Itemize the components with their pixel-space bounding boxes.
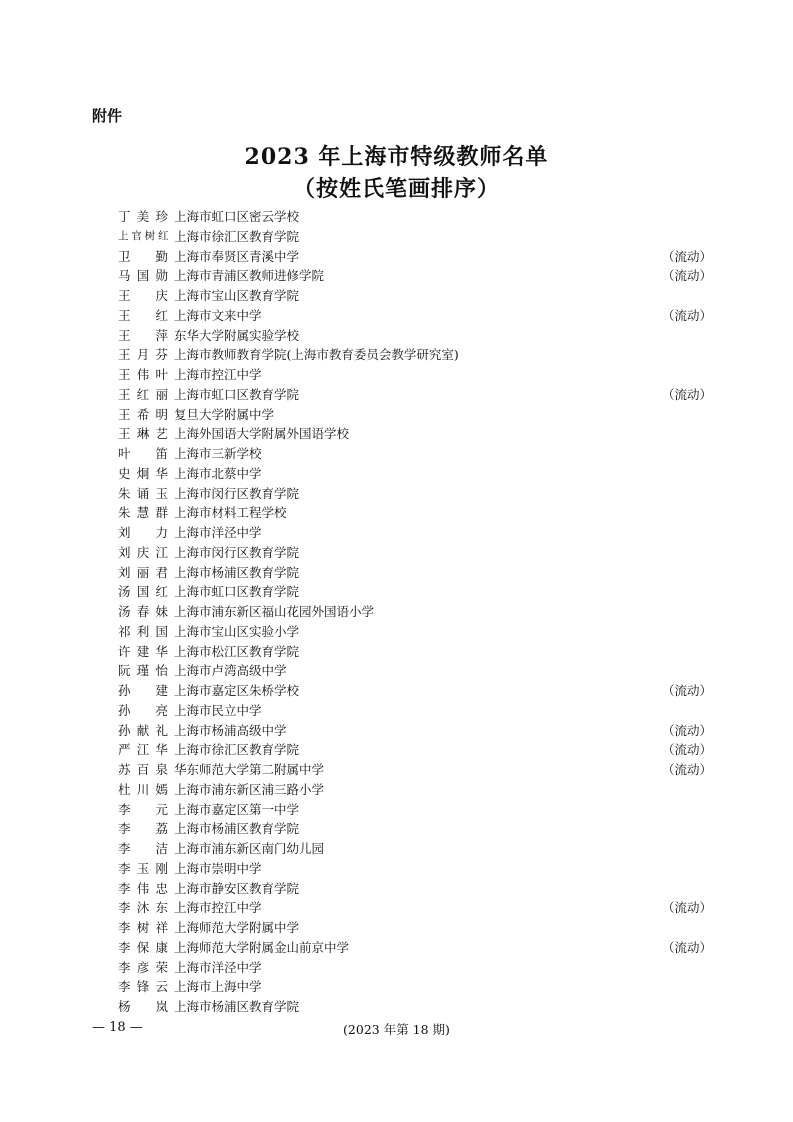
teacher-organization: 上海市上海中学	[174, 979, 262, 995]
teacher-row	[118, 464, 718, 484]
teacher-name: 王希明	[118, 406, 168, 422]
page-number: — 18 —	[92, 1020, 143, 1035]
teacher-organization: 华东师范大学第二附属中学	[174, 762, 325, 777]
teacher-name: 李锋云	[118, 979, 168, 995]
teacher-row	[118, 760, 718, 780]
teacher-organization: 上海市嘉定区第一中学	[174, 801, 300, 817]
teacher-organization: 上海市虹口区教育学院	[174, 386, 300, 402]
teacher-organization: 上海市宝山区实验小学	[174, 623, 300, 639]
teacher-row	[118, 938, 718, 958]
teacher-row	[118, 582, 718, 602]
teacher-organization: 上海师范大学附属金山前京中学	[174, 939, 350, 955]
teacher-row	[118, 642, 718, 662]
teacher-name: 卫 勤	[118, 248, 168, 264]
teacher-organization: 上海市杨浦区教育学院	[174, 564, 300, 580]
rotation-note: （流动）	[662, 762, 713, 777]
teacher-row	[118, 918, 718, 938]
teacher-name: 杜川嫣	[118, 781, 168, 797]
teacher-name: 王琳艺	[118, 426, 168, 442]
rotation-note: （流动）	[662, 722, 713, 738]
teacher-organization: 上海市青浦区教师进修学院	[174, 268, 325, 284]
teacher-organization: 上海市洋泾中学	[174, 959, 262, 975]
rotation-note: （流动）	[662, 268, 713, 284]
teacher-row	[118, 503, 718, 523]
teacher-row	[118, 523, 718, 543]
teacher-row	[118, 563, 718, 583]
teacher-organization: 上海市卢湾高级中学	[174, 663, 287, 679]
teacher-organization: 上海市嘉定区朱桥学校	[174, 683, 300, 698]
issue-label: (2023 年第 18 期)	[343, 1022, 450, 1037]
teacher-organization: 上海市控江中学	[174, 900, 262, 916]
rotation-note: （流动）	[662, 939, 713, 955]
teacher-name: 史炯华	[118, 465, 168, 481]
rotation-note: （流动）	[662, 307, 713, 323]
teacher-organization: 上海外国语大学附属外国语学校	[174, 426, 350, 442]
teacher-row	[118, 444, 718, 464]
rotation-note: （流动）	[662, 683, 713, 698]
teacher-name: 王 萍	[118, 327, 168, 343]
teacher-organization: 上海市浦东新区福山花园外国语小学	[174, 604, 375, 619]
teacher-row	[118, 958, 718, 978]
teacher-row	[118, 839, 718, 859]
teacher-row	[118, 898, 718, 918]
teacher-row	[118, 286, 718, 306]
teacher-name: 王红丽	[118, 386, 168, 402]
teacher-row	[118, 977, 718, 997]
teacher-row	[118, 365, 718, 385]
teacher-name: 许建华	[118, 643, 168, 659]
teacher-name: 汤春妹	[118, 604, 168, 619]
teacher-name: 上官树红	[118, 229, 168, 242]
teacher-name: 阮瑾怡	[118, 663, 168, 679]
teacher-row	[118, 543, 718, 563]
teacher-organization: 上海市虹口区教育学院	[174, 584, 300, 600]
teacher-organization: 上海市闵行区教育学院	[174, 485, 300, 501]
teacher-name: 孙 亮	[118, 702, 168, 718]
teacher-row	[118, 326, 718, 346]
teacher-organization: 上海市浦东新区南门幼儿园	[174, 841, 325, 856]
teacher-organization: 上海市徐汇区教育学院	[174, 742, 300, 758]
teacher-organization: 上海市虹口区密云学校	[174, 209, 300, 224]
teacher-row	[118, 622, 718, 642]
teacher-organization: 复旦大学附属中学	[174, 406, 275, 422]
teacher-organization: 上海市奉贤区青溪中学	[174, 248, 300, 264]
teacher-name: 叶 笛	[118, 446, 168, 461]
teacher-organization: 上海市宝山区教育学院	[174, 288, 300, 303]
attachment-label: 附件	[92, 107, 123, 125]
teacher-name: 王月芬	[118, 347, 168, 363]
rotation-note: （流动）	[662, 742, 713, 758]
teacher-name: 刘庆江	[118, 544, 168, 560]
teacher-organization: 上海市静安区教育学院	[174, 880, 300, 896]
teacher-list	[118, 207, 718, 1017]
teacher-row	[118, 306, 718, 326]
document-subtitle: （按姓氏笔画排序）	[292, 176, 500, 202]
teacher-name: 朱慧群	[118, 505, 168, 521]
teacher-organization: 上海市教师教育学院(上海市教育委员会教学研究室)	[174, 347, 459, 363]
teacher-name: 汤国红	[118, 584, 168, 600]
teacher-row	[118, 345, 718, 365]
teacher-organization: 上海市崇明中学	[174, 860, 262, 876]
teacher-organization: 上海市三新学校	[174, 446, 262, 461]
teacher-row	[118, 701, 718, 721]
teacher-organization: 上海市北蔡中学	[174, 465, 262, 481]
teacher-row	[118, 780, 718, 800]
teacher-organization: 上海市徐汇区教育学院	[174, 228, 300, 244]
teacher-name: 李 洁	[118, 841, 168, 856]
teacher-row	[118, 484, 718, 504]
teacher-row	[118, 405, 718, 425]
document-title: 2023 年上海市特级教师名单	[244, 144, 549, 170]
teacher-name: 孙献礼	[118, 722, 168, 738]
teacher-name: 严江华	[118, 742, 168, 758]
teacher-name: 李保康	[118, 939, 168, 955]
teacher-organization: 上海市控江中学	[174, 367, 262, 382]
teacher-name: 李 荔	[118, 821, 168, 837]
teacher-organization: 上海市文来中学	[174, 307, 262, 323]
teacher-row	[118, 681, 718, 701]
teacher-name: 朱诵玉	[118, 485, 168, 501]
teacher-organization: 上海市浦东新区浦三路小学	[174, 781, 325, 797]
teacher-row	[118, 819, 718, 839]
teacher-row	[118, 661, 718, 681]
teacher-name: 杨 岚	[118, 999, 168, 1014]
teacher-organization: 东华大学附属实验学校	[174, 327, 300, 343]
teacher-row	[118, 721, 718, 741]
teacher-name: 孙 建	[118, 683, 168, 698]
teacher-organization: 上海师范大学附属中学	[174, 920, 300, 935]
teacher-name: 李彦荣	[118, 959, 168, 975]
teacher-name: 李 元	[118, 801, 168, 817]
teacher-row	[118, 859, 718, 879]
teacher-row	[118, 207, 718, 227]
teacher-organization: 上海市松江区教育学院	[174, 643, 300, 659]
teacher-row	[118, 879, 718, 899]
teacher-name: 祁利国	[118, 623, 168, 639]
teacher-row	[118, 740, 718, 760]
teacher-row	[118, 997, 718, 1017]
teacher-name: 丁美珍	[118, 209, 168, 224]
teacher-organization: 上海市杨浦区教育学院	[174, 999, 300, 1014]
teacher-row	[118, 424, 718, 444]
teacher-row	[118, 266, 718, 286]
teacher-organization: 上海市闵行区教育学院	[174, 544, 300, 560]
teacher-name: 刘 力	[118, 525, 168, 540]
teacher-row	[118, 800, 718, 820]
teacher-name: 李玉刚	[118, 860, 168, 876]
teacher-name: 马国勋	[118, 268, 168, 284]
teacher-name: 王 庆	[118, 288, 168, 303]
teacher-row	[118, 227, 718, 247]
teacher-row	[118, 385, 718, 405]
teacher-organization: 上海市杨浦区教育学院	[174, 821, 300, 837]
teacher-name: 王 红	[118, 307, 168, 323]
rotation-note: （流动）	[662, 386, 713, 402]
teacher-name: 李伟忠	[118, 880, 168, 896]
teacher-name: 苏百泉	[118, 762, 168, 777]
teacher-organization: 上海市杨浦高级中学	[174, 722, 287, 738]
teacher-name: 刘丽君	[118, 564, 168, 580]
teacher-row	[118, 602, 718, 622]
teacher-row	[118, 247, 718, 267]
teacher-organization: 上海市材料工程学校	[174, 505, 287, 521]
teacher-organization: 上海市民立中学	[174, 702, 262, 718]
teacher-name: 李沐东	[118, 900, 168, 916]
rotation-note: （流动）	[662, 248, 713, 264]
teacher-name: 李树祥	[118, 920, 168, 935]
rotation-note: （流动）	[662, 900, 713, 916]
teacher-organization: 上海市洋泾中学	[174, 525, 262, 540]
teacher-name: 王伟叶	[118, 367, 168, 382]
